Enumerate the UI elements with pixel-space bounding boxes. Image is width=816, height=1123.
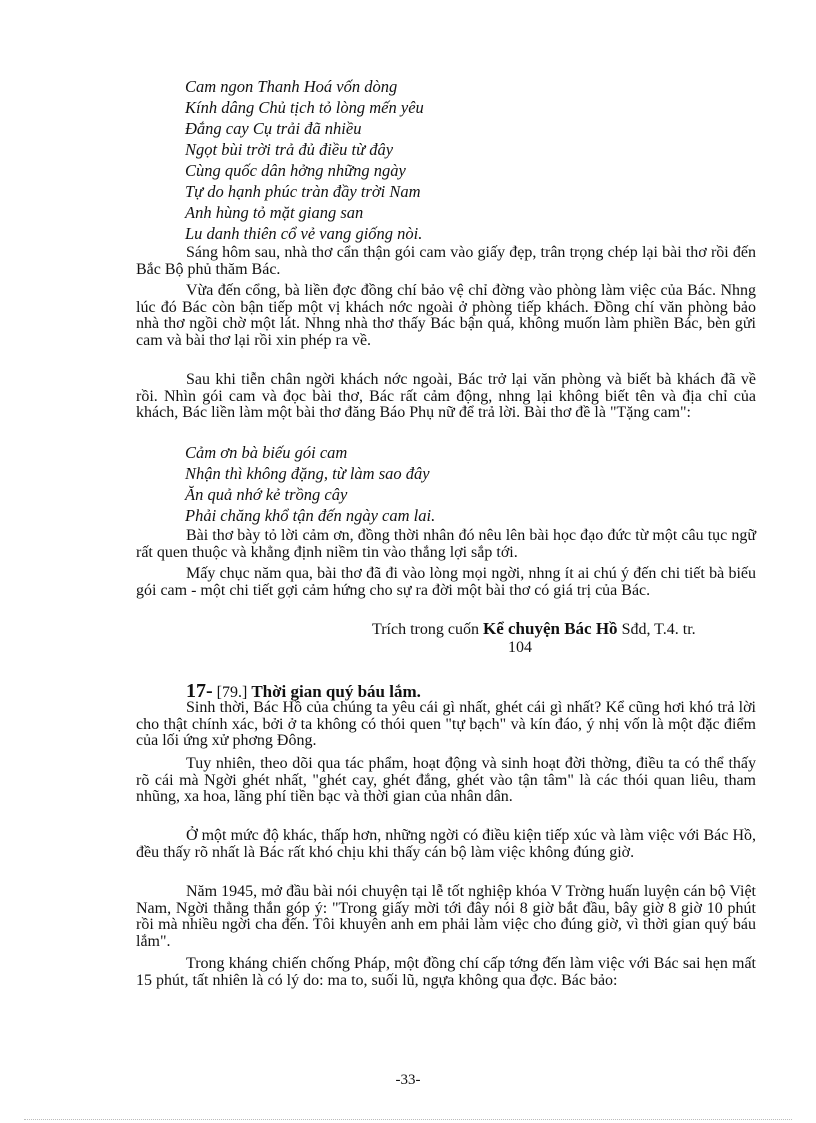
- paragraph: Sáng hôm sau, nhà thơ cẩn thận gói cam vào giấy đẹp, trân trọng chép lại bài thơ rồi đến Bắc Bộ phủ thăm Bác.: [136, 244, 756, 278]
- poem-tang-cam: [185, 442, 705, 526]
- page-number: -33-: [395, 1072, 421, 1088]
- paragraph: Ở một mức độ khác, thấp hơn, những ngời có điều kiện tiếp xúc và làm việc với Bác Hồ, đều thấy rõ nhất là Bác rất khó chịu khi thấy cán bộ làm việc không đúng giờ.: [136, 827, 756, 861]
- paragraph: Bài thơ bày tỏ lời cảm ơn, đồng thời nhân đó nêu lên bài học đạo đức từ một câu tục ngữ rất quen thuộc và khẳng định niềm tin vào thắng lợi sắp tới.: [136, 527, 756, 561]
- section-ref: [79.]: [216, 684, 248, 701]
- poem-line: Anh hùng tỏ mặt giang san: [185, 203, 364, 222]
- source-prefix: Trích trong cuốn: [372, 621, 479, 638]
- source-book-title: Kể chuyện Bác Hồ: [482, 619, 618, 638]
- poem-line: Ngọt bùi trời trả đủ điều từ đây: [185, 140, 394, 159]
- source-suffix: Sđd, T.4. tr.: [621, 621, 696, 638]
- poem-line: Tự do hạnh phúc tràn đầy trời Nam: [185, 182, 421, 201]
- page-bottom-divider: [24, 1119, 792, 1120]
- poem-line: Lu danh thiên cổ vẻ vang giống nòi.: [185, 224, 423, 243]
- paragraph: Vừa đến cổng, bà liền đợc đồng chí bảo vệ chỉ đờng vào phòng làm việc của Bác. Nhng lúc đó Bác còn bận tiếp một vị khách nớc ngoài ở phòng tiếp khách. Đồng chí văn phòng bảo nhà thơ ngồi chờ một lát. Nhng nhà thơ thấy Bác bận quá, không muốn làm phiền Bác, bèn gửi cam và bài thơ lại rồi xin phép ra về.: [136, 282, 756, 349]
- paragraph: Sinh thời, Bác Hồ của chúng ta yêu cái gì nhất, ghét cái gì nhất? Kể cũng hơi khó trả lời cho thật chính xác, bởi ở ta không có thói quen "tự bạch" và kín đáo, ý nhị vốn là một đặc điểm của lối ứng xử phơng Đông.: [136, 699, 756, 749]
- poem-line: Ăn quả nhớ kẻ trồng cây: [185, 485, 348, 504]
- poem-orange-gift: [185, 76, 705, 244]
- poem-line: Phải chăng khổ tận đến ngày cam lai.: [185, 506, 436, 525]
- poem-line: Đắng cay Cụ trải đã nhiều: [185, 119, 362, 138]
- paragraph: Trong kháng chiến chống Pháp, một đồng chí cấp tớng đến làm việc với Bác sai hẹn mất 15 phút, tất nhiên là có lý do: ma to, suối lũ, ngựa không qua đợc. Bác bảo:: [136, 955, 756, 989]
- section-number: 17-: [186, 680, 213, 702]
- poem-line: Cùng quốc dân hởng những ngày: [185, 161, 406, 180]
- poem-line: Kính dâng Chủ tịch tỏ lòng mến yêu: [185, 98, 424, 117]
- paragraph: Tuy nhiên, theo dõi qua tác phẩm, hoạt động và sinh hoạt đời thờng, điều ta có thể thấy rõ cái mà Ngời ghét nhất, "ghét cay, ghét đắng, ghét vào tận tâm" là các thói quan liêu, tham nhũng, xa hoa, lãng phí tiền bạc và thời gian của nhân dân.: [136, 755, 756, 805]
- section-title: Thời gian quý báu lắm.: [251, 682, 421, 701]
- poem-line: Cảm ơn bà biếu gói cam: [185, 443, 348, 462]
- source-citation: [372, 620, 772, 657]
- poem-line: Nhận thì không đặng, từ làm sao đây: [185, 464, 430, 483]
- paragraph: Mấy chục năm qua, bài thơ đã đi vào lòng mọi ngời, nhng ít ai chú ý đến chi tiết bà biếu gói cam - một chi tiết gợi cảm hứng cho sự ra đời một bài thơ có giá trị của Bác.: [136, 565, 756, 599]
- paragraph: Sau khi tiễn chân ngời khách nớc ngoài, Bác trở lại văn phòng và biết bà khách đã về rồi. Nhìn gói cam và đọc bài thơ, Bác rất cảm động, nhng lại không biết tên và địa chỉ của khách, Bác liền làm một bài thơ đăng Báo Phụ nữ để trả lời. Bài thơ đề là "Tặng cam":: [136, 371, 756, 421]
- poem-line: Cam ngon Thanh Hoá vốn dòng: [185, 77, 398, 96]
- source-page: 104: [508, 639, 532, 656]
- paragraph: Năm 1945, mở đầu bài nói chuyện tại lễ tốt nghiệp khóa V Trờng huấn luyện cán bộ Việt Nam, Ngời thẳng thắn góp ý: "Trong giấy mời tới đây nói 8 giờ bắt đầu, bây giờ 8 giờ 10 phút rồi mà nhiều ngời cha đến. Tôi khuyên anh em phải làm việc cho đúng giờ, vì thời gian quý báu lắm".: [136, 883, 756, 950]
